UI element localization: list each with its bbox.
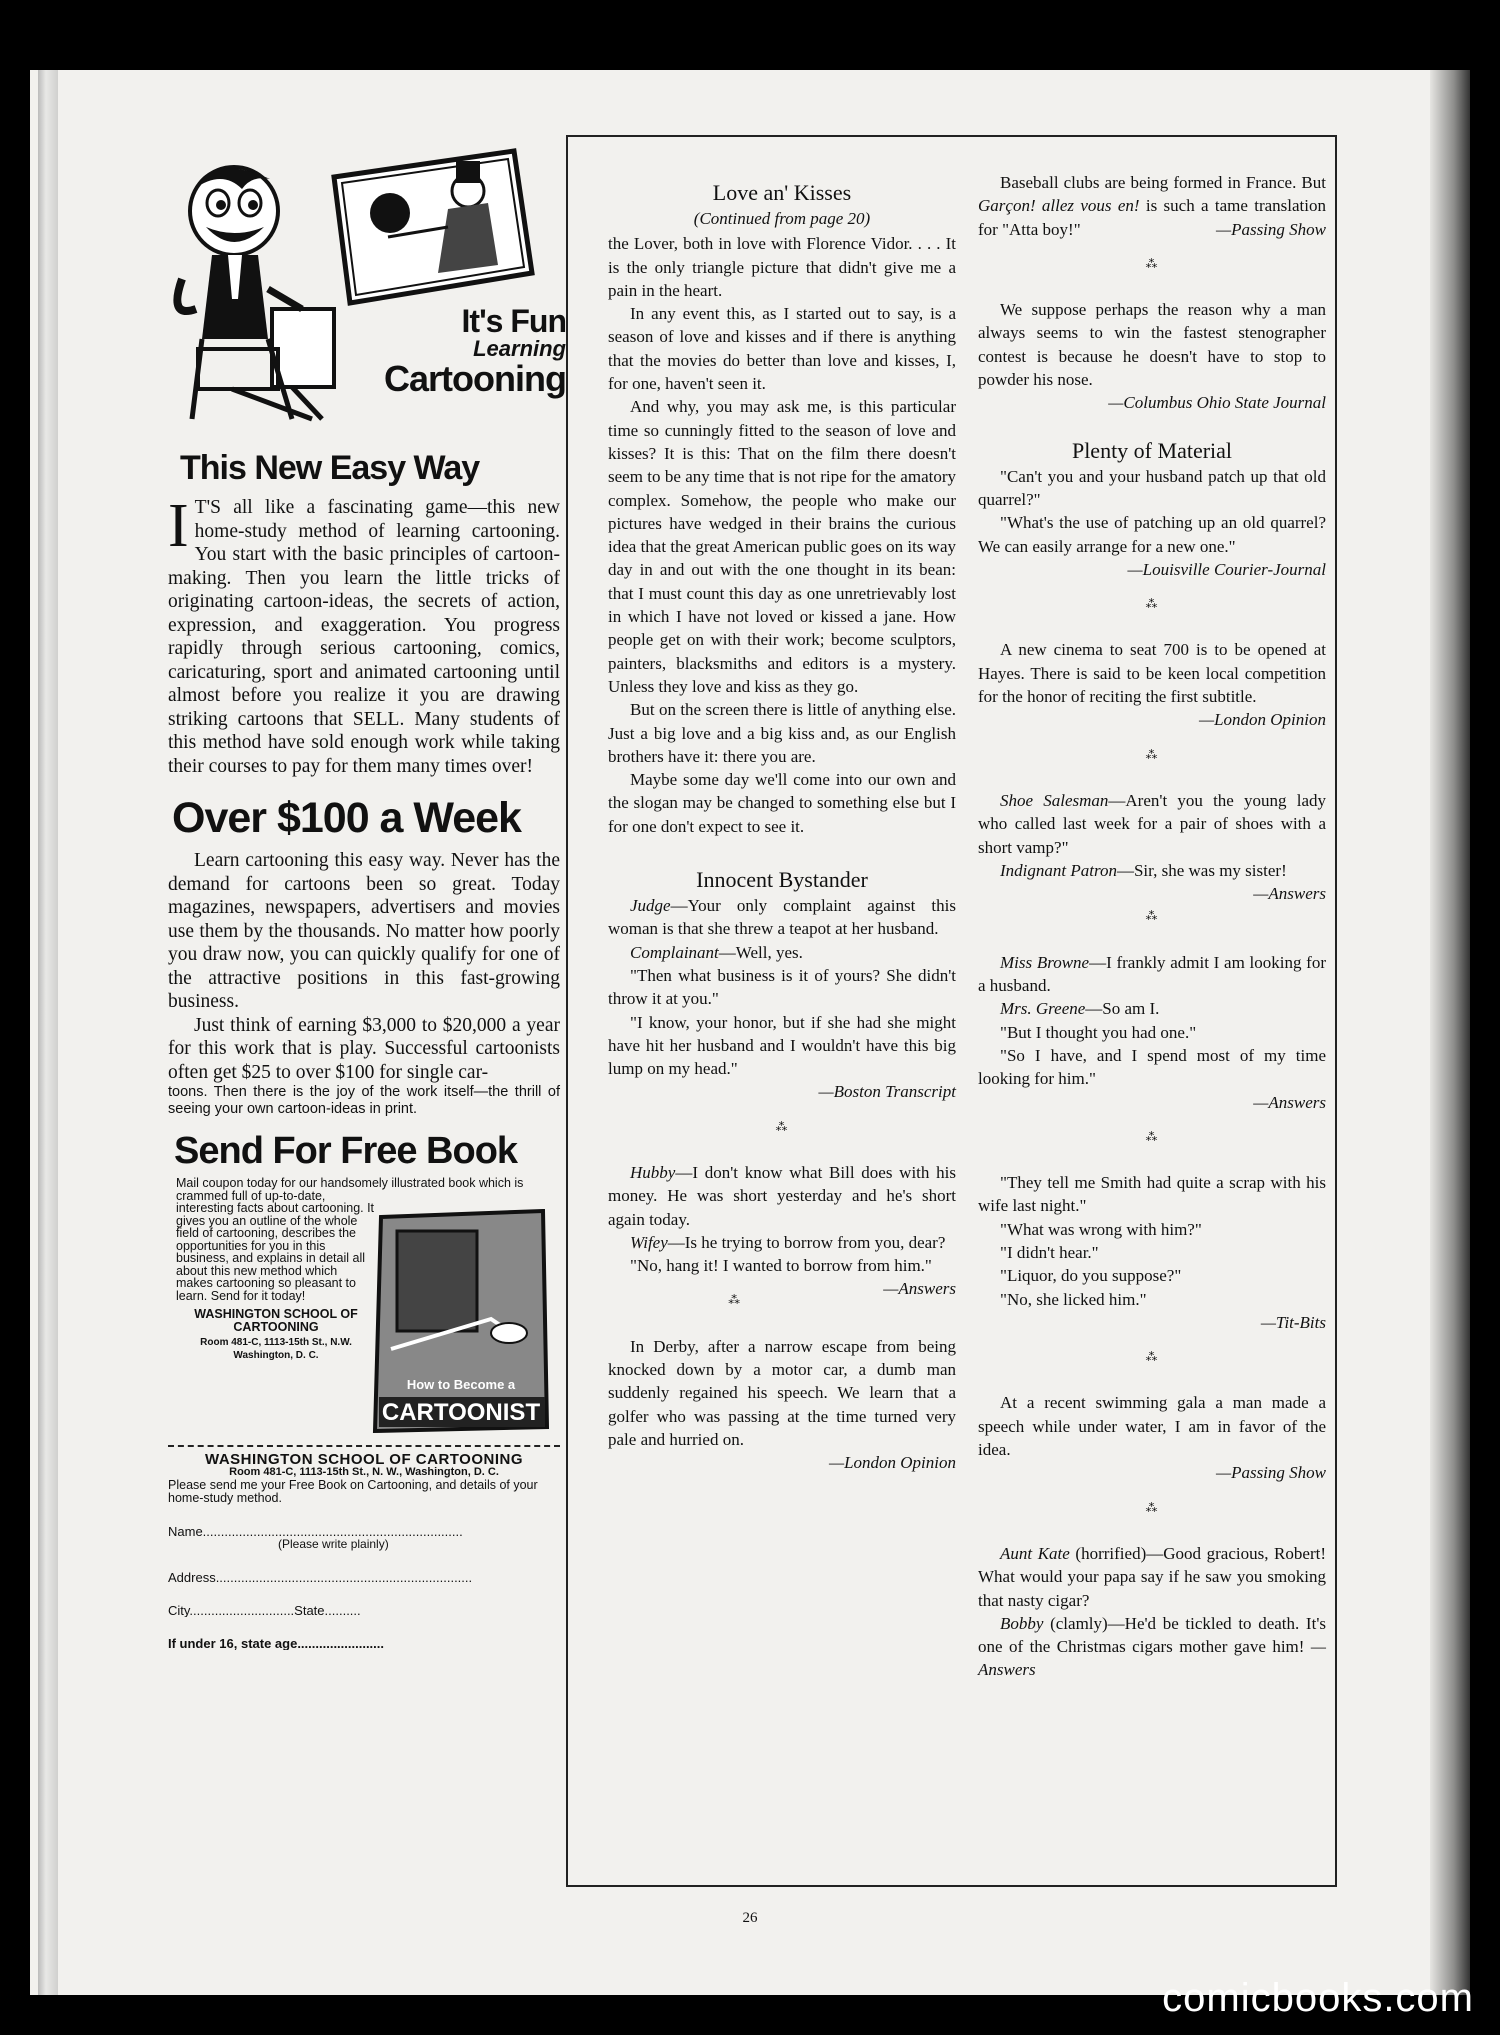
source-boston-transcript: —Boston Transcript xyxy=(818,1082,956,1102)
page-number: 26 xyxy=(742,1910,758,1926)
aunt-kate-text: (horrified)—Good gracious, Robert! What would your papa say if he saw you smoking that nasty cigar? xyxy=(978,1543,1326,1610)
book-cover-small-text: How to Become a xyxy=(406,1377,516,1392)
greene-line-2: "So I have, and I spend most of my time looking for him." xyxy=(978,1045,1326,1089)
free-book-description xyxy=(176,1176,524,1362)
coupon-request-text: Please send me your Free Book on Cartooning, and details of your home-study method. xyxy=(168,1478,538,1505)
complainant-line xyxy=(608,941,956,964)
ad-intro xyxy=(168,492,560,778)
source-london-opinion: —London Opinion xyxy=(1198,710,1326,730)
hubby-text: —I don't know what Bill does with his money. He was short yesterday and he's short again today. xyxy=(608,1162,956,1229)
ad-headline: This New Easy Way xyxy=(180,449,480,487)
asterism-divider: ⁂ xyxy=(1145,597,1159,612)
panel-column-1 xyxy=(608,171,956,1475)
fun-line-1: It's Fun xyxy=(461,303,566,339)
plenty-of-material-title: Plenty of Material xyxy=(1071,437,1233,463)
page-spine xyxy=(38,70,58,1995)
plenty-line-2: "What's the use of patching up an old quarrel? We can easily arrange for a new one." xyxy=(978,513,1326,556)
source-answers: —Answers xyxy=(883,1279,956,1299)
love-para-3: And why, you may ask me, is this particular time so cunningly fitted to the season of love and kisses? It is this: That on the film there doesn't seem to be any time that is not ripe for the amatory complex. Somehow, the people who make our pictures have wedged in their brains the curious idea that the great American public goes on its way day in and out with the one thought in its bean: that I must count this day as one unretrievably lost in which I have not loved or kissed a jane. How people get on with their work; become sculptors, painters, blacksmiths and editors is a mystery. Unless they love and kiss as they go. xyxy=(608,397,956,696)
dropcap: I xyxy=(168,492,189,560)
asterism-divider: ⁂ xyxy=(1145,747,1159,762)
school-small-name: WASHINGTON SCHOOL OF CARTOONING xyxy=(194,1307,358,1334)
smith-line-1: "They tell me Smith had quite a scrap with his wife last night." xyxy=(978,1173,1326,1216)
asterism-divider: ⁂ xyxy=(1145,1500,1159,1515)
asterism-divider: ⁂ xyxy=(775,1119,789,1134)
judge-text: —Your only complaint against this woman is that she threw a teapot at her husband. xyxy=(608,896,956,939)
love-para-5: Maybe some day we'll come into our own and the slogan may be changed to something else but I for one don't expect to see it. xyxy=(608,770,956,836)
greene-line xyxy=(978,997,1326,1020)
browne-text: —I frankly admit I am looking for a husband. xyxy=(978,952,1326,996)
coupon-name-hint: (Please write plainly) xyxy=(278,1537,389,1551)
judge-speaker: Judge xyxy=(630,896,671,916)
ad-para-3b: toons. Then there is the joy of the work itself—the thrill of seeing your own cartoon-ideas in print. xyxy=(168,1084,560,1117)
coupon-name-field[interactable]: Name........................................................................ xyxy=(168,1525,463,1538)
cartoon-boy-illustration xyxy=(172,159,348,429)
judge-line-2: "Then what business is it of yours? She didn't throw it at you." xyxy=(608,965,956,1009)
stenographer-joke: We suppose perhaps the reason why a man always seems to win the fastest stenographer contest is because he doesn't have to stop to powder his nose. xyxy=(978,300,1326,390)
aunt-kate-speaker: Aunt Kate xyxy=(1000,1543,1070,1563)
fun-line-2: Learning xyxy=(473,336,566,361)
baseball-joke xyxy=(978,171,1326,241)
complainant-speaker: Complainant xyxy=(630,942,719,962)
coupon-school-address: Room 481-C, 1113-15th St., N. W., Washington, D. C. xyxy=(229,1466,499,1478)
coupon-address-field[interactable]: Address....................................................................... xyxy=(168,1571,473,1584)
order-coupon xyxy=(168,1453,560,1650)
browne-line-2: "But I thought you had one." xyxy=(1000,1022,1197,1042)
source-louisville-courier: —Louisville Courier-Journal xyxy=(1127,559,1326,579)
asterism-divider: ⁂ xyxy=(1145,909,1159,924)
patron-speaker: Indignant Patron xyxy=(1000,860,1117,880)
coupon-school-name: WASHINGTON SCHOOL OF CARTOONING xyxy=(204,1451,523,1468)
send-for-free-book-heading: Send For Free Book xyxy=(174,1130,518,1172)
free-book-block xyxy=(168,1177,560,1437)
hubby-line xyxy=(608,1161,956,1231)
shoe-line-1 xyxy=(978,789,1326,859)
shoe-text: —Aren't you the young lady who called last week for a pair of shoes with a short vamp?" xyxy=(978,790,1326,857)
free-book-desc-top: Mail coupon today for our handsomely illustrated book which is crammed full of up-to-date, xyxy=(176,1176,524,1203)
source-columbus-journal: —Columbus Ohio State Journal xyxy=(1108,393,1326,413)
fun-line-3: Cartooning xyxy=(384,358,566,399)
ad-para-3a: Just think of earning $3,000 to $20,000 a year for this work that is play. Successful cartoonists often get $25 to over $100 for single car- xyxy=(168,1014,560,1083)
love-an-kisses-title: Love an' Kisses xyxy=(712,180,852,205)
page-right-edge xyxy=(1430,70,1470,1995)
watermark: comicbooks.com xyxy=(1162,1976,1474,2020)
innocent-bystander-title: Innocent Bystander xyxy=(696,867,868,893)
bobby-line xyxy=(978,1612,1326,1682)
baseball-text-c: is such a tame translation for "Atta boy!" xyxy=(978,196,1327,239)
hubby-speaker: Hubby xyxy=(630,1162,676,1182)
love-para-2: In any event this, as I started out to say, is a season of love and kisses and if there is anything that the movies do better than love and kisses, I, for one, haven't seen it. xyxy=(608,304,956,394)
ad-para-2: Learn cartooning this easy way. Never has the demand for cartoons been so great. Today magazines, newspapers, advertisers and movies use them by the thousands. No matter how poorly you draw now, you can quickly qualify for one of the attractive positions in this fast-growing business. xyxy=(168,850,560,1012)
love-para-1: the Lover, both in love with Florence Vidor. . . . It is the only triangle picture that didn't give me a pain in the heart. xyxy=(608,234,956,300)
cinema-joke: A new cinema to seat 700 is to be opened at Hayes. There is said to be keen local competition for the honor of reciting the first subtitle. xyxy=(978,640,1326,707)
source-answers: —Answers xyxy=(1253,884,1326,904)
ad-big-heading: Over $100 a Week xyxy=(172,794,521,842)
asterism-divider: ⁂ xyxy=(1145,1350,1159,1365)
smith-line-5: "No, she licked him." xyxy=(1000,1289,1147,1309)
hubby-text-2: "No, hang it! I wanted to borrow from him." xyxy=(630,1256,932,1276)
smith-line-2: "What was wrong with him?" xyxy=(1000,1219,1202,1239)
uncle-sam-card-illustration xyxy=(328,147,538,307)
greene-text: —So am I. xyxy=(1085,999,1160,1019)
complainant-text: —Well, yes. xyxy=(718,942,803,962)
baseball-french: Garçon! allez vous en! xyxy=(978,196,1140,216)
asterism-divider: ⁂ xyxy=(1145,256,1159,271)
free-book-desc-body: interesting facts about cartooning. It gives you an outline of the whole field of cartooning, describes the opportunities for you in this business, and explains in detail all about this new method which makes cartooning so pleasant to learn. Send for it today! xyxy=(176,1201,375,1303)
source-tit-bits: —Tit-Bits xyxy=(1260,1312,1326,1332)
wifey-line xyxy=(608,1231,956,1254)
bobby-speaker: Bobby xyxy=(1000,1613,1044,1633)
browne-line xyxy=(978,951,1326,998)
school-small-address: Room 481-C, 1113-15th St., N.W. Washington, D. C. xyxy=(200,1337,352,1361)
wifey-speaker: Wifey xyxy=(630,1232,668,1252)
greene-speaker: Mrs. Greene xyxy=(1000,999,1086,1019)
shoe-speaker: Shoe Salesman xyxy=(1000,790,1109,810)
ad-hero xyxy=(168,145,566,445)
love-para-4: But on the screen there is little of anything else. Just a big love and a big kiss and, as our English brothers have it: there you are. xyxy=(608,700,956,766)
smith-line-3: "I didn't hear." xyxy=(1000,1242,1099,1262)
coupon-cut-line xyxy=(168,1445,560,1447)
asterism-divider: ⁂ xyxy=(728,1293,742,1308)
coupon-age-field[interactable]: If under 16, state age........................ xyxy=(168,1637,385,1650)
ad-body xyxy=(168,849,560,1118)
plenty-line-1: "Can't you and your husband patch up that old quarrel?" xyxy=(978,466,1326,509)
coupon-city-state-field[interactable]: City.............................State.......... xyxy=(168,1604,361,1617)
source-answers: —Answers xyxy=(1253,1092,1326,1112)
hubby-line-2 xyxy=(608,1254,956,1299)
book-cover-title: CARTOONIST xyxy=(381,1399,541,1426)
free-book-image xyxy=(371,1209,551,1434)
its-fun-heading xyxy=(376,303,566,399)
shoe-line-2 xyxy=(978,859,1326,904)
judge-line xyxy=(608,894,956,941)
continued-note: (Continued from page 20) xyxy=(693,209,871,228)
derby-joke: In Derby, after a narrow escape from being knocked down by a motor car, a dumb man suddenly regained his speech. We learn that a golfer who was passing at the time turned very pale and hurried on. xyxy=(608,1336,956,1449)
jokes-panel xyxy=(566,135,1337,1887)
cartooning-advertisement xyxy=(168,145,566,1650)
source-answers: —Answers xyxy=(978,1637,1326,1680)
baseball-text-a: Baseball clubs are being formed in France. But xyxy=(1000,173,1326,192)
bobby-text: (clamly)—He'd be tickled to death. It's one of the Christmas cigars mother gave him! xyxy=(978,1613,1326,1657)
ad-intro-text: T'S all like a fascinating game—this new home-study method of learning cartooning. You start with the basic principles of cartoon-making. Then you learn the little tricks of originating cartoon-ideas, the secrets of action, expression, and exaggeration. You progress rapidly through serious cartooning, comics, caricaturing, sport and animated cartooning until almost before you realize it you are drawing striking cartoons that SELL. Many students of this method have sold enough work while taking their courses to pay for them many times over! xyxy=(168,497,560,777)
wifey-text: —Is he trying to borrow from you, dear? xyxy=(667,1232,946,1252)
complainant-line-2: "I know, your honor, but if she had she might have hit her husband and I wouldn't have this big lump on my head." xyxy=(608,1012,956,1079)
source-london-opinion: —London Opinion xyxy=(828,1453,956,1473)
browne-speaker: Miss Browne xyxy=(1000,952,1090,972)
aunt-kate-line xyxy=(978,1542,1326,1612)
source-passing-show: —Passing Show xyxy=(1215,1463,1326,1483)
source-passing-show: —Passing Show xyxy=(1215,219,1326,239)
swimming-joke: At a recent swimming gala a man made a speech while under water, I am in favor of the idea. xyxy=(978,1393,1326,1460)
patron-text: —Sir, she was my sister! xyxy=(1116,860,1287,880)
asterism-divider: ⁂ xyxy=(1145,1129,1159,1144)
smith-line-4: "Liquor, do you suppose?" xyxy=(1000,1266,1182,1286)
panel-column-2 xyxy=(978,171,1326,1682)
